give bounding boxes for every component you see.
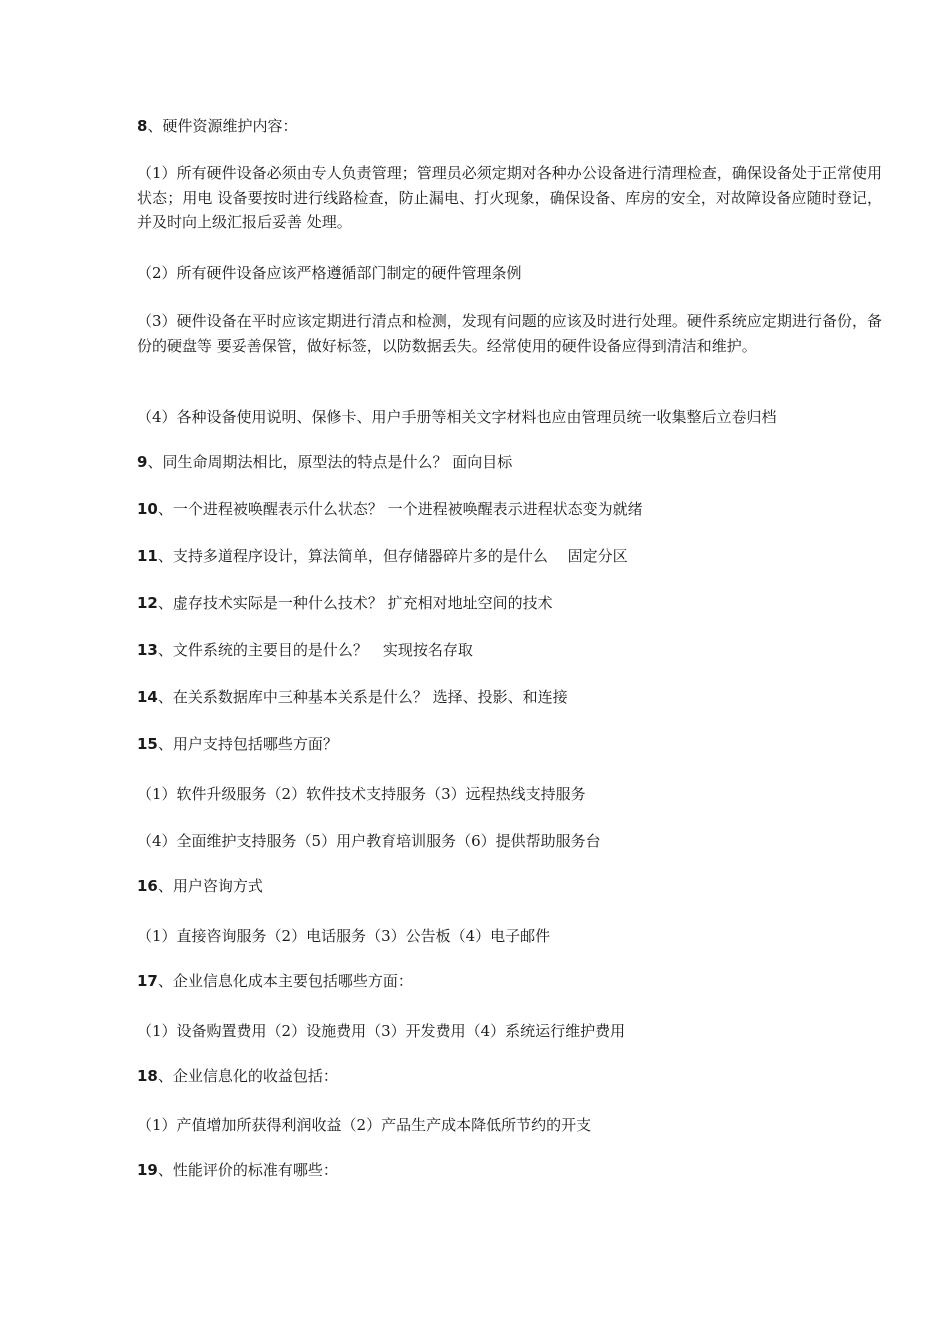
question-text: 、企业信息化的收益包括：: [157, 1067, 338, 1085]
paragraph: （4）各种设备使用说明、保修卡、用户手册等相关文字材料也应由管理员统一收集整后立卷归档: [137, 408, 777, 426]
question-number: 9: [137, 453, 148, 471]
paragraph: （1）所有硬件设备必须由专人负责管理；管理员必须定期对各种办公设备进行清理检查，确保设备处于正常使用状态；用电 设备要按时进行线路检查，防止漏电、打火现象，确保设备、库房的安全，对故障设备应随时登记，并及时向上级汇报后妥善 处理。: [137, 164, 882, 231]
question-heading: [137, 874, 882, 898]
question-heading: [137, 685, 882, 709]
question-number: 18: [137, 1067, 158, 1085]
question-heading: [137, 114, 882, 138]
question-number: 14: [137, 688, 158, 706]
question-text: 、性能评价的标准有哪些：: [157, 1161, 338, 1179]
question-heading: [137, 497, 882, 521]
paragraph: （3）硬件设备在平时应该定期进行清点和检测，发现有问题的应该及时进行处理。硬件系统应定期进行备份，备份的硬盘等 要妥善保管，做好标签，以防数据丢失。经常使用的硬件设备应得到清洁和维护。: [137, 312, 882, 355]
question-text: 、企业信息化成本主要包括哪些方面：: [157, 972, 413, 990]
question-number: 10: [137, 500, 158, 518]
question-number: 12: [137, 594, 158, 612]
question-text: 、一个进程被唤醒表示什么状态？ 一个进程被唤醒表示进程状态变为就绪: [157, 500, 643, 518]
question-text: 、同生命周期法相比，原型法的特点是什么？ 面向目标: [147, 453, 513, 471]
question-number: 17: [137, 972, 158, 990]
question-text: 、支持多道程序设计，算法简单，但存储器碎片多的是什么 固定分区: [157, 547, 628, 565]
question-text: 、虚存技术实际是一种什么技术？ 扩充相对地址空间的技术: [157, 594, 553, 612]
paragraph: （1）软件升级服务（2）软件技术支持服务（3）远程热线支持服务: [137, 785, 586, 803]
question-text: 、硬件资源维护内容：: [147, 117, 298, 135]
question-number: 19: [137, 1161, 158, 1179]
paragraph: （1）直接咨询服务（2）电话服务（3）公告板（4）电子邮件: [137, 927, 551, 945]
paragraph: （1）设备购置费用（2）设施费用（3）开发费用（4）系统运行维护费用: [137, 1022, 626, 1040]
question-text: 、用户咨询方式: [157, 877, 263, 895]
question-heading: [137, 544, 882, 568]
question-heading: [137, 1158, 882, 1182]
question-heading: [137, 591, 882, 615]
question-heading: [137, 969, 882, 993]
question-heading: [137, 450, 882, 474]
question-number: 13: [137, 641, 158, 659]
question-number: 16: [137, 877, 158, 895]
question-heading: [137, 1064, 882, 1088]
question-number: 8: [137, 117, 148, 135]
question-text: 、用户支持包括哪些方面？: [157, 735, 338, 753]
question-heading: [137, 638, 882, 662]
question-text: 、文件系统的主要目的是什么？ 实现按名存取: [157, 641, 473, 659]
paragraph: （4）全面维护支持服务（5）用户教育培训服务（6）提供帮助服务台: [137, 832, 601, 850]
question-heading: [137, 732, 882, 756]
paragraph: （1）产值增加所获得利润收益（2）产品生产成本降低所节约的开支: [137, 1116, 592, 1134]
question-number: 11: [137, 547, 158, 565]
question-number: 15: [137, 735, 158, 753]
paragraph: （2）所有硬件设备应该严格遵循部门制定的硬件管理条例: [137, 264, 522, 282]
question-text: 、在关系数据库中三种基本关系是什么？ 选择、投影、和连接: [157, 688, 568, 706]
